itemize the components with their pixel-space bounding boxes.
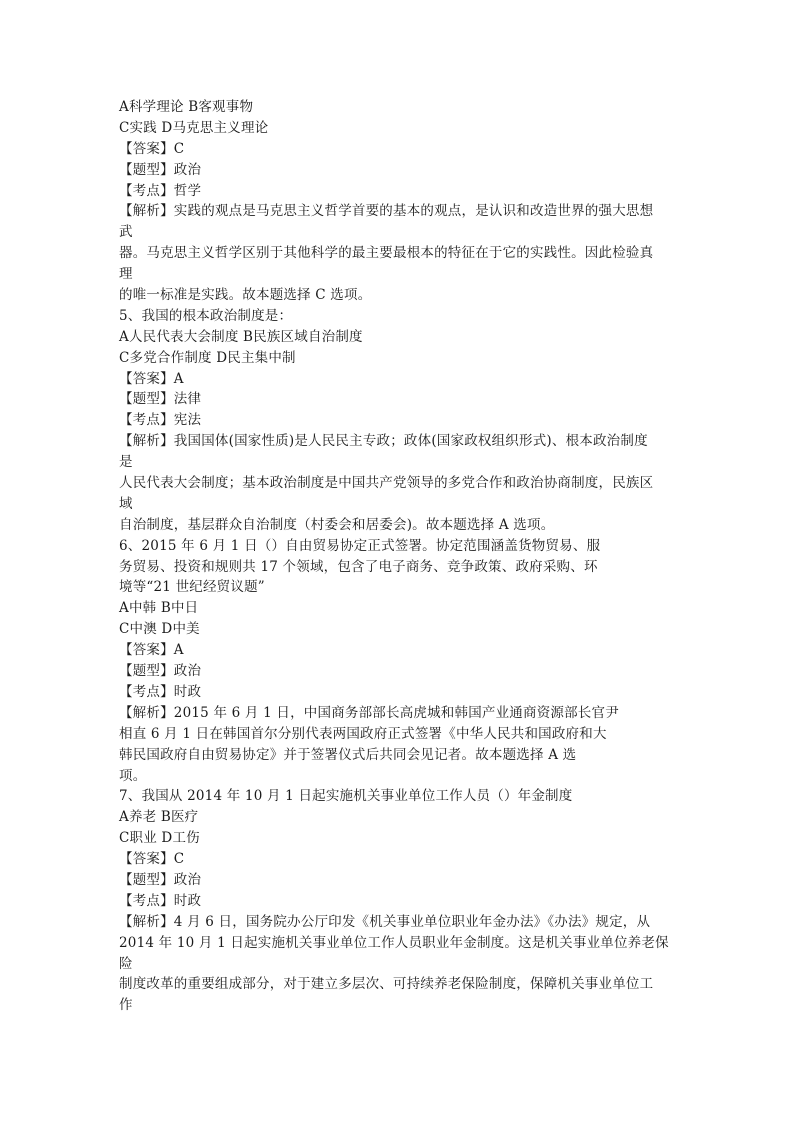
text-line: 自治制度，基层群众自治制度（村委会和居委会)。故本题选择 A 选项。 [119, 516, 555, 533]
text-line: 【答案】A [119, 370, 184, 387]
text-line: 6、2015 年 6 月 1 日（）自由贸易协定正式签署。协定范围涵盖货物贸易、服 [119, 537, 601, 554]
text-line: 【考点】时政 [119, 683, 202, 700]
text-line: 【题型】政治 [119, 663, 202, 680]
text-line: 险 [119, 955, 133, 972]
text-line: 域 [119, 495, 133, 512]
text-line: 【解析】实践的观点是马克思主义哲学首要的基本的观点，是认识和改造世界的强大思想 [119, 203, 654, 220]
text-line: 【答案】C [119, 851, 185, 868]
text-line: 5、我国的根本政治制度是： [119, 307, 293, 324]
text-line: 【答案】A [119, 642, 184, 659]
text-line: 武 [119, 224, 133, 241]
text-line: C中澳 D中美 [119, 621, 200, 638]
text-line: C实践 D马克思主义理论 [119, 119, 269, 136]
text-line: 【答案】C [119, 140, 185, 157]
text-line: 务贸易、投资和规则共 17 个领域，包含了电子商务、竞争政策、政府采购、环 [119, 558, 598, 575]
text-line: 2014 年 10 月 1 日起实施机关事业单位工作人员职业年金制度。这是机关事业单位养老保 [119, 934, 669, 951]
text-line: 是 [119, 454, 133, 471]
document-body [119, 97, 679, 1016]
text-line: 韩民国政府自由贸易协定》并于签署仪式后共同会见记者。故本题选择 A 选 [119, 746, 577, 763]
text-line: A中韩 B中日 [119, 600, 199, 617]
text-line: 【解析】我国国体(国家性质)是人民民主专政；政体(国家政权组织形式)、根本政治制度 [119, 433, 648, 450]
text-line: 境等“21 世纪经贸议题” [119, 579, 265, 596]
text-line: 制度改革的重要组成部分，对于建立多层次、可持续养老保险制度，保障机关事业单位工 [119, 976, 654, 993]
text-line: 【题型】政治 [119, 871, 202, 888]
text-line: 相直 6 月 1 日在韩国首尔分别代表两国政府正式签署《中华人民共和国政府和大 [119, 725, 607, 742]
text-line: C职业 D工伤 [119, 830, 200, 847]
text-line: 【解析】2015 年 6 月 1 日，中国商务部部长高虎城和韩国产业通商资源部长官尹 [119, 704, 619, 721]
text-line: A养老 B医疗 [119, 809, 199, 826]
text-line: 【考点】时政 [119, 892, 202, 909]
text-line: 理 [119, 266, 133, 283]
text-line: 作 [119, 997, 133, 1014]
text-line: 7、我国从 2014 年 10 月 1 日起实施机关事业单位工作人员（）年金制度 [119, 788, 573, 805]
text-line: 【题型】法律 [119, 391, 202, 408]
text-line: 人民代表大会制度；基本政治制度是中国共产党领导的多党合作和政治协商制度，民族区 [119, 475, 654, 492]
text-line: 【题型】政治 [119, 161, 202, 178]
text-line: 器。马克思主义哲学区别于其他科学的最主要最根本的特征在于它的实践性。因此检验真 [119, 245, 654, 262]
text-line: 【解析】4 月 6 日，国务院办公厅印发《机关事业单位职业年金办法》《办法》规定，从 [119, 913, 651, 930]
text-line: 的唯一标准是实践。故本题选择 C 选项。 [119, 287, 372, 304]
text-line: 【考点】哲学 [119, 182, 202, 199]
text-line: 【考点】宪法 [119, 412, 202, 429]
text-line: A人民代表大会制度 B民族区域自治制度 [119, 328, 363, 345]
text-line: C多党合作制度 D民主集中制 [119, 349, 296, 366]
text-line: 项。 [119, 767, 147, 784]
text-line: A科学理论 B客观事物 [119, 99, 254, 115]
